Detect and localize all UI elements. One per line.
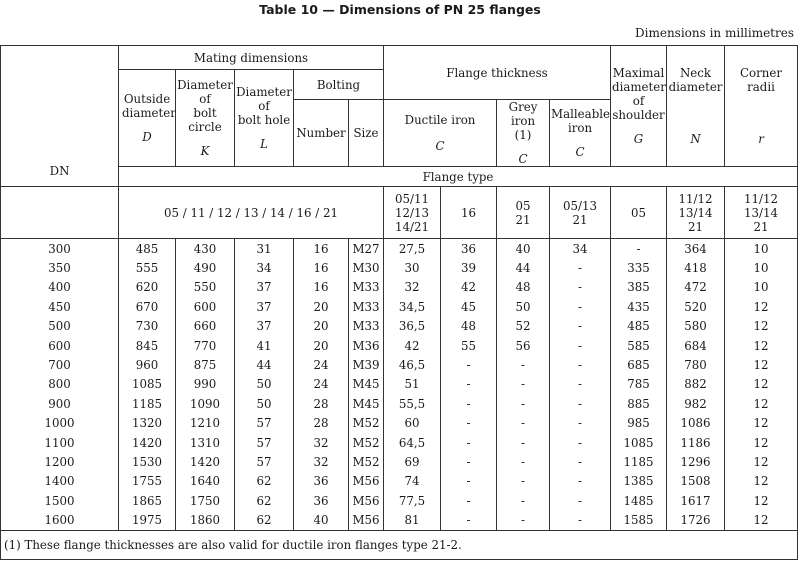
- table-cell: 12: [725, 510, 798, 530]
- table-cell: 845: [119, 336, 176, 355]
- grey-iron-header: Grey iron (1) C: [497, 100, 550, 167]
- table-cell: M56: [349, 491, 384, 510]
- table-cell: -: [550, 375, 611, 394]
- table-cell: 12: [725, 472, 798, 491]
- table-cell: 34,5: [384, 297, 441, 316]
- table-cell: 56: [497, 336, 550, 355]
- table-cell: M30: [349, 258, 384, 277]
- table-cell: M45: [349, 394, 384, 413]
- table-cell: 27,5: [384, 239, 441, 259]
- table-cell: 16: [294, 278, 349, 297]
- table-cell: 882: [667, 375, 725, 394]
- table-cell: 32: [294, 452, 349, 471]
- table-cell: 51: [384, 375, 441, 394]
- table-cell: 81: [384, 510, 441, 530]
- table-cell: 31: [235, 239, 294, 259]
- bolt-hole-header: Diameter of bolt hole L: [235, 70, 294, 167]
- table-cell: 1185: [611, 452, 667, 471]
- table-row: [1, 297, 798, 316]
- table-row: [1, 510, 798, 530]
- types-radii: 11/12 13/14 21: [725, 187, 798, 239]
- table-cell: -: [550, 258, 611, 277]
- table-cell: -: [441, 491, 497, 510]
- table-cell: 32: [384, 278, 441, 297]
- table-cell: 670: [119, 297, 176, 316]
- table-cell: -: [550, 355, 611, 374]
- table-row: [1, 433, 798, 452]
- types-ductile-a: 05/11 12/13 14/21: [384, 187, 441, 239]
- table-cell: 55: [441, 336, 497, 355]
- table-cell: M36: [349, 336, 384, 355]
- ductile-iron-header: Ductile iron C: [384, 100, 497, 167]
- table-cell: 1420: [176, 452, 235, 471]
- table-cell: 1090: [176, 394, 235, 413]
- table-cell: M56: [349, 472, 384, 491]
- table-cell: -: [550, 394, 611, 413]
- table-cell: -: [497, 394, 550, 413]
- dn-header-cont: [1, 187, 119, 239]
- table-cell: 60: [384, 414, 441, 433]
- table-cell: -: [550, 491, 611, 510]
- table-cell: 37: [235, 297, 294, 316]
- table-cell: M52: [349, 433, 384, 452]
- table-cell: -: [441, 394, 497, 413]
- table-cell: -: [441, 472, 497, 491]
- table-cell: -: [497, 452, 550, 471]
- table-cell: 490: [176, 258, 235, 277]
- table-cell: 800: [1, 375, 119, 394]
- table-cell: 700: [1, 355, 119, 374]
- bolt-number-header: Number: [294, 100, 349, 167]
- table-cell: 28: [294, 414, 349, 433]
- table-cell: 34: [550, 239, 611, 259]
- table-cell: M56: [349, 510, 384, 530]
- table-cell: 12: [725, 414, 798, 433]
- table-cell: -: [441, 433, 497, 452]
- table-cell: M52: [349, 452, 384, 471]
- table-cell: 57: [235, 414, 294, 433]
- table-cell: -: [550, 472, 611, 491]
- table-cell: 960: [119, 355, 176, 374]
- table-cell: 77,5: [384, 491, 441, 510]
- table-cell: 472: [667, 278, 725, 297]
- table-cell: 985: [611, 414, 667, 433]
- table-cell: 12: [725, 433, 798, 452]
- table-row: [1, 375, 798, 394]
- table-cell: 1100: [1, 433, 119, 452]
- mating-dimensions-header: Mating dimensions: [119, 46, 384, 70]
- table-cell: 12: [725, 297, 798, 316]
- table-cell: -: [497, 433, 550, 452]
- table-cell: 12: [725, 336, 798, 355]
- table-cell: 39: [441, 258, 497, 277]
- table-cell: 1210: [176, 414, 235, 433]
- table-cell: 1085: [119, 375, 176, 394]
- bolting-header: Bolting: [294, 70, 384, 100]
- table-cell: 28: [294, 394, 349, 413]
- maximal-diameter-header: Maximal diameter of shoulder G: [611, 46, 667, 167]
- table-cell: 62: [235, 510, 294, 530]
- table-cell: 400: [1, 278, 119, 297]
- table-cell: M33: [349, 278, 384, 297]
- table-cell: 1310: [176, 433, 235, 452]
- table-cell: M52: [349, 414, 384, 433]
- table-cell: -: [611, 239, 667, 259]
- table-cell: 20: [294, 317, 349, 336]
- table-cell: 1420: [119, 433, 176, 452]
- table-row: [1, 472, 798, 491]
- flange-thickness-header: Flange thickness: [384, 46, 611, 100]
- table-cell: 12: [725, 452, 798, 471]
- table-cell: -: [550, 278, 611, 297]
- table-cell: 1860: [176, 510, 235, 530]
- table-cell: 12: [725, 355, 798, 374]
- table-cell: 46,5: [384, 355, 441, 374]
- types-grey: 05 21: [497, 187, 550, 239]
- table-cell: 34: [235, 258, 294, 277]
- table-cell: -: [441, 375, 497, 394]
- table-cell: 12: [725, 394, 798, 413]
- table-cell: 450: [1, 297, 119, 316]
- table-cell: -: [550, 336, 611, 355]
- table-cell: 48: [497, 278, 550, 297]
- table-cell: 44: [235, 355, 294, 374]
- table-cell: 1200: [1, 452, 119, 471]
- bolt-circle-header: Diameter of bolt circle K: [176, 70, 235, 167]
- types-ductile-b: 16: [441, 187, 497, 239]
- table-cell: 1400: [1, 472, 119, 491]
- table-row: [1, 355, 798, 374]
- table-cell: 435: [611, 297, 667, 316]
- table-cell: 20: [294, 297, 349, 316]
- table-cell: 660: [176, 317, 235, 336]
- table-cell: 32: [294, 433, 349, 452]
- table-row: [1, 414, 798, 433]
- table-cell: 885: [611, 394, 667, 413]
- types-shoulder: 05: [611, 187, 667, 239]
- table-cell: 62: [235, 491, 294, 510]
- table-cell: 785: [611, 375, 667, 394]
- table-row: [1, 336, 798, 355]
- table-row: [1, 239, 798, 259]
- table-cell: -: [550, 414, 611, 433]
- table-cell: 1508: [667, 472, 725, 491]
- table-cell: M33: [349, 317, 384, 336]
- table-cell: 585: [611, 336, 667, 355]
- table-cell: 12: [725, 317, 798, 336]
- table-cell: 10: [725, 239, 798, 259]
- table-cell: 1000: [1, 414, 119, 433]
- table-cell: 50: [235, 375, 294, 394]
- table-cell: 730: [119, 317, 176, 336]
- table-cell: M45: [349, 375, 384, 394]
- table-cell: -: [497, 472, 550, 491]
- table-cell: 64,5: [384, 433, 441, 452]
- table-cell: 600: [1, 336, 119, 355]
- outside-diameter-header: Outside diameter D: [119, 70, 176, 167]
- table-cell: 1085: [611, 433, 667, 452]
- table-row: [1, 394, 798, 413]
- table-cell: 40: [294, 510, 349, 530]
- table-title: Table 10 — Dimensions of PN 25 flanges: [259, 2, 541, 17]
- table-cell: 770: [176, 336, 235, 355]
- table-cell: 1640: [176, 472, 235, 491]
- table-cell: 36: [294, 491, 349, 510]
- table-cell: -: [441, 452, 497, 471]
- table-row: [1, 258, 798, 277]
- bolt-size-header: Size: [349, 100, 384, 167]
- neck-diameter-header: Neck diameter N: [667, 46, 725, 167]
- table-cell: 1185: [119, 394, 176, 413]
- table-cell: 36,5: [384, 317, 441, 336]
- table-cell: -: [497, 375, 550, 394]
- dimensions-table: [0, 45, 798, 560]
- table-cell: 385: [611, 278, 667, 297]
- table-cell: 42: [441, 278, 497, 297]
- table-cell: 12: [725, 375, 798, 394]
- table-cell: 10: [725, 278, 798, 297]
- table-cell: 50: [235, 394, 294, 413]
- table-cell: -: [497, 510, 550, 530]
- table-cell: 780: [667, 355, 725, 374]
- table-cell: 42: [384, 336, 441, 355]
- table-cell: -: [441, 355, 497, 374]
- table-cell: 1385: [611, 472, 667, 491]
- table-cell: 1975: [119, 510, 176, 530]
- table-cell: 1585: [611, 510, 667, 530]
- table-cell: 1296: [667, 452, 725, 471]
- table-cell: 684: [667, 336, 725, 355]
- table-cell: 20: [294, 336, 349, 355]
- table-cell: 300: [1, 239, 119, 259]
- table-cell: 50: [497, 297, 550, 316]
- table-cell: 45: [441, 297, 497, 316]
- types-mating: 05 / 11 / 12 / 13 / 14 / 16 / 21: [119, 187, 384, 239]
- table-cell: 41: [235, 336, 294, 355]
- table-cell: -: [497, 491, 550, 510]
- table-cell: 550: [176, 278, 235, 297]
- table-cell: 1186: [667, 433, 725, 452]
- table-cell: 520: [667, 297, 725, 316]
- table-cell: 1600: [1, 510, 119, 530]
- table-cell: 600: [176, 297, 235, 316]
- table-cell: M33: [349, 297, 384, 316]
- table-cell: 1865: [119, 491, 176, 510]
- table-cell: 24: [294, 375, 349, 394]
- table-cell: 990: [176, 375, 235, 394]
- table-cell: 55,5: [384, 394, 441, 413]
- table-cell: 335: [611, 258, 667, 277]
- table-cell: -: [550, 317, 611, 336]
- table-cell: 900: [1, 394, 119, 413]
- footnote: (1) These flange thicknesses are also valid for ductile iron flanges type 21-2.: [1, 530, 798, 559]
- table-cell: -: [550, 297, 611, 316]
- table-cell: 48: [441, 317, 497, 336]
- table-cell: -: [550, 510, 611, 530]
- table-cell: 62: [235, 472, 294, 491]
- table-cell: -: [550, 433, 611, 452]
- table-cell: 16: [294, 239, 349, 259]
- table-cell: -: [441, 414, 497, 433]
- table-cell: 40: [497, 239, 550, 259]
- table-cell: 1086: [667, 414, 725, 433]
- flange-type-header: Flange type: [119, 167, 798, 187]
- table-cell: -: [441, 510, 497, 530]
- table-cell: -: [497, 355, 550, 374]
- table-cell: -: [497, 414, 550, 433]
- table-cell: 685: [611, 355, 667, 374]
- corner-radii-header: Corner radii r: [725, 46, 798, 167]
- table-cell: M39: [349, 355, 384, 374]
- table-cell: 485: [611, 317, 667, 336]
- table-cell: 36: [441, 239, 497, 259]
- table-cell: 12: [725, 491, 798, 510]
- table-cell: 1750: [176, 491, 235, 510]
- table-cell: 1617: [667, 491, 725, 510]
- table-cell: 24: [294, 355, 349, 374]
- table-cell: 982: [667, 394, 725, 413]
- table-cell: 57: [235, 452, 294, 471]
- table-cell: 1755: [119, 472, 176, 491]
- table-cell: 875: [176, 355, 235, 374]
- table-cell: 36: [294, 472, 349, 491]
- table-cell: 44: [497, 258, 550, 277]
- table-cell: 364: [667, 239, 725, 259]
- table-row: [1, 452, 798, 471]
- table-row: [1, 491, 798, 510]
- table-cell: 485: [119, 239, 176, 259]
- units-note: Dimensions in millimetres: [635, 26, 794, 40]
- table-cell: 1500: [1, 491, 119, 510]
- table-row: [1, 278, 798, 297]
- table-cell: 30: [384, 258, 441, 277]
- table-cell: 16: [294, 258, 349, 277]
- table-cell: 1530: [119, 452, 176, 471]
- table-cell: 10: [725, 258, 798, 277]
- table-cell: -: [550, 452, 611, 471]
- table-cell: 555: [119, 258, 176, 277]
- table-cell: 37: [235, 278, 294, 297]
- table-cell: 52: [497, 317, 550, 336]
- table-cell: 430: [176, 239, 235, 259]
- table-cell: 500: [1, 317, 119, 336]
- table-cell: 350: [1, 258, 119, 277]
- table-cell: 57: [235, 433, 294, 452]
- table-cell: 1726: [667, 510, 725, 530]
- table-cell: 74: [384, 472, 441, 491]
- table-cell: 580: [667, 317, 725, 336]
- table-cell: M27: [349, 239, 384, 259]
- table-cell: 69: [384, 452, 441, 471]
- table-cell: 37: [235, 317, 294, 336]
- types-malleable: 05/13 21: [550, 187, 611, 239]
- table-body: [1, 239, 798, 531]
- types-neck: 11/12 13/14 21: [667, 187, 725, 239]
- table-row: [1, 317, 798, 336]
- table-cell: 418: [667, 258, 725, 277]
- malleable-iron-header: Malleable iron C: [550, 100, 611, 167]
- table-cell: 620: [119, 278, 176, 297]
- table-cell: 1485: [611, 491, 667, 510]
- table-cell: 1320: [119, 414, 176, 433]
- dn-header: DN: [1, 46, 119, 187]
